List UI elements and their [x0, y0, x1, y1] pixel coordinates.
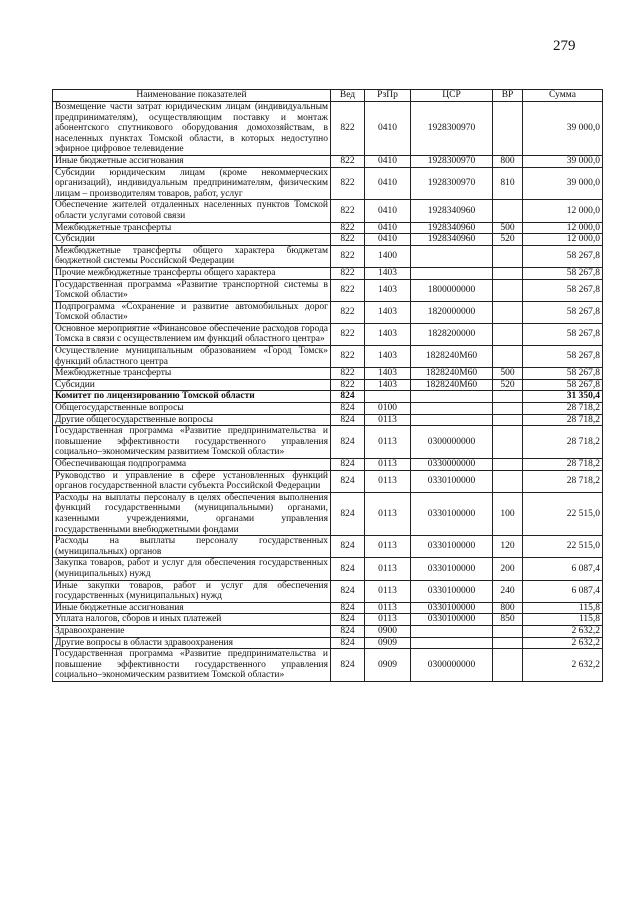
table-row: [53, 580, 603, 602]
table-row: [53, 492, 603, 535]
cell-ved: 824: [331, 536, 365, 558]
header-ved: Вед: [331, 90, 365, 102]
cell-name: Комитет по лицензированию Томской области: [53, 391, 331, 403]
cell-csr: 1928340960: [411, 200, 493, 222]
cell-sum: 2 632,2: [523, 649, 603, 682]
header-vr: ВР: [493, 90, 523, 102]
cell-name: Другие общегосударственные вопросы: [53, 414, 331, 426]
cell-sum: 22 515,0: [523, 492, 603, 535]
page-number: 279: [553, 38, 576, 54]
cell-rzpr: 0113: [365, 414, 411, 426]
cell-rzpr: 0113: [365, 580, 411, 602]
cell-ved: 822: [331, 279, 365, 301]
table-row: [53, 301, 603, 323]
cell-name: Уплата налогов, сборов и иных платежей: [53, 614, 331, 626]
cell-name: Государственная программа «Развитие предпринимательства и повышение эффективности государственного управления социально–экономическим развитием Томской области»: [53, 426, 331, 459]
cell-ved: 822: [331, 323, 365, 345]
cell-vr: [493, 637, 523, 649]
cell-csr: 1928340960: [411, 234, 493, 246]
cell-csr: 1928340960: [411, 222, 493, 234]
cell-rzpr: 0100: [365, 403, 411, 415]
cell-rzpr: 1403: [365, 279, 411, 301]
cell-rzpr: 0113: [365, 602, 411, 614]
cell-name: Закупка товаров, работ и услуг для обеспечения государственных (муниципальных) нужд: [53, 558, 331, 580]
cell-csr: 0330100000: [411, 602, 493, 614]
table-row: [53, 368, 603, 380]
header-sum: Сумма: [523, 90, 603, 102]
table-row: [53, 245, 603, 267]
cell-csr: 0330100000: [411, 470, 493, 492]
table-row: [53, 323, 603, 345]
cell-vr: 810: [493, 167, 523, 200]
cell-ved: 822: [331, 200, 365, 222]
cell-sum: 58 267,8: [523, 279, 603, 301]
table-row: [53, 379, 603, 391]
header-rzpr: РзПр: [365, 90, 411, 102]
cell-sum: 28 718,2: [523, 403, 603, 415]
table-row: [53, 155, 603, 167]
cell-name: Межбюджетные трансферты: [53, 368, 331, 380]
cell-vr: [493, 323, 523, 345]
table-row: [53, 459, 603, 471]
cell-rzpr: 0909: [365, 637, 411, 649]
cell-ved: 824: [331, 414, 365, 426]
cell-ved: 824: [331, 470, 365, 492]
cell-sum: 12 000,0: [523, 234, 603, 246]
cell-rzpr: 0113: [365, 492, 411, 535]
cell-name: Межбюджетные трансферты: [53, 222, 331, 234]
cell-sum: 39 000,0: [523, 102, 603, 156]
cell-name: Обеспечивающая подпрограмма: [53, 459, 331, 471]
cell-vr: [493, 102, 523, 156]
cell-ved: 824: [331, 602, 365, 614]
cell-csr: 1928300970: [411, 167, 493, 200]
cell-rzpr: 0900: [365, 625, 411, 637]
cell-ved: 824: [331, 558, 365, 580]
cell-sum: 58 267,8: [523, 323, 603, 345]
cell-sum: 28 718,2: [523, 414, 603, 426]
table-header-row: [53, 90, 603, 102]
cell-csr: [411, 403, 493, 415]
cell-name: Обеспечение жителей отдаленных населенных пунктов Томской области услугами сотовой связи: [53, 200, 331, 222]
cell-name: Общегосударственные вопросы: [53, 403, 331, 415]
table-row: [53, 200, 603, 222]
cell-sum: 58 267,8: [523, 368, 603, 380]
cell-name: Расходы на выплаты персоналу в целях обеспечения выполнения функций государственными (муниципальными) органами, казенными учреждениями, органами управления государственными внебюджетными фондами: [53, 492, 331, 535]
cell-sum: 28 718,2: [523, 459, 603, 471]
cell-name: Другие вопросы в области здравоохранения: [53, 637, 331, 649]
budget-table: [52, 89, 603, 682]
header-name: Наименование показателей: [53, 90, 331, 102]
cell-sum: 58 267,8: [523, 346, 603, 368]
cell-csr: 1928300970: [411, 155, 493, 167]
table-row: [53, 414, 603, 426]
cell-vr: [493, 649, 523, 682]
cell-vr: 120: [493, 536, 523, 558]
cell-name: Здравоохранение: [53, 625, 331, 637]
cell-csr: 1928300970: [411, 102, 493, 156]
cell-name: Иные бюджетные ассигнования: [53, 155, 331, 167]
header-csr: ЦСР: [411, 90, 493, 102]
cell-name: Государственная программа «Развитие предпринимательства и повышение эффективности государственного управления социально–экономическим развитием Томской области»: [53, 649, 331, 682]
cell-vr: 240: [493, 580, 523, 602]
table-row: [53, 536, 603, 558]
cell-name: Государственная программа «Развитие транспортной системы в Томской области»: [53, 279, 331, 301]
cell-rzpr: 0113: [365, 470, 411, 492]
cell-csr: 0330100000: [411, 558, 493, 580]
table-row: [53, 649, 603, 682]
table-row: [53, 602, 603, 614]
cell-vr: 850: [493, 614, 523, 626]
cell-csr: [411, 625, 493, 637]
cell-name: Прочие межбюджетные трансферты общего характера: [53, 267, 331, 279]
cell-csr: 1828240М60: [411, 346, 493, 368]
cell-sum: 58 267,8: [523, 379, 603, 391]
cell-rzpr: 0410: [365, 234, 411, 246]
cell-sum: 58 267,8: [523, 267, 603, 279]
cell-ved: 822: [331, 368, 365, 380]
table-row: [53, 391, 603, 403]
cell-ved: 822: [331, 234, 365, 246]
cell-vr: [493, 459, 523, 471]
table-body: [53, 102, 603, 682]
table-row: [53, 234, 603, 246]
cell-vr: 800: [493, 155, 523, 167]
table-row: [53, 403, 603, 415]
table-row: [53, 102, 603, 156]
cell-vr: [493, 245, 523, 267]
cell-ved: 824: [331, 637, 365, 649]
cell-sum: 39 000,0: [523, 167, 603, 200]
cell-rzpr: 1403: [365, 346, 411, 368]
cell-name: Расходы на выплаты персоналу государственных (муниципальных) органов: [53, 536, 331, 558]
cell-vr: [493, 346, 523, 368]
cell-csr: 1828240М60: [411, 379, 493, 391]
cell-ved: 824: [331, 391, 365, 403]
cell-vr: 500: [493, 222, 523, 234]
cell-rzpr: 0909: [365, 649, 411, 682]
cell-csr: 0300000000: [411, 649, 493, 682]
cell-csr: 1828240М60: [411, 368, 493, 380]
cell-csr: 0330100000: [411, 580, 493, 602]
cell-ved: 822: [331, 102, 365, 156]
table-row: [53, 426, 603, 459]
cell-rzpr: 0113: [365, 536, 411, 558]
table-row: [53, 279, 603, 301]
cell-csr: 0300000000: [411, 426, 493, 459]
cell-sum: 39 000,0: [523, 155, 603, 167]
cell-vr: [493, 301, 523, 323]
cell-sum: 58 267,8: [523, 245, 603, 267]
cell-vr: 520: [493, 379, 523, 391]
cell-ved: 822: [331, 301, 365, 323]
cell-name: Возмещение части затрат юридическим лицам (индивидуальным предпринимателям), осуществляющим поставку и монтаж абонентского спутникового оборудования домохозяйствам, в населенных пунктах Томской области, в которых недоступно эфирное цифровое телевидение: [53, 102, 331, 156]
cell-sum: 6 087,4: [523, 558, 603, 580]
cell-ved: 822: [331, 379, 365, 391]
cell-sum: 2 632,2: [523, 625, 603, 637]
cell-name: Межбюджетные трансферты общего характера бюджетам бюджетной системы Российской Федерации: [53, 245, 331, 267]
cell-rzpr: 0113: [365, 558, 411, 580]
cell-ved: 822: [331, 267, 365, 279]
cell-csr: 0330000000: [411, 459, 493, 471]
cell-rzpr: 0410: [365, 200, 411, 222]
cell-ved: 824: [331, 459, 365, 471]
cell-vr: [493, 279, 523, 301]
cell-csr: 0330100000: [411, 492, 493, 535]
cell-sum: 115,8: [523, 602, 603, 614]
cell-rzpr: 1403: [365, 301, 411, 323]
cell-ved: 822: [331, 346, 365, 368]
cell-rzpr: [365, 391, 411, 403]
cell-vr: 200: [493, 558, 523, 580]
table-row: [53, 167, 603, 200]
cell-sum: 28 718,2: [523, 470, 603, 492]
cell-name: Субсидии: [53, 234, 331, 246]
cell-ved: 824: [331, 625, 365, 637]
table-row: [53, 637, 603, 649]
cell-rzpr: 0113: [365, 459, 411, 471]
table-row: [53, 614, 603, 626]
cell-vr: [493, 403, 523, 415]
cell-rzpr: 0113: [365, 614, 411, 626]
cell-name: Основное мероприятие «Финансовое обеспечение расходов города Томска в связи с осуществлением им функций областного центра»: [53, 323, 331, 345]
table-row: [53, 222, 603, 234]
cell-rzpr: 1403: [365, 267, 411, 279]
cell-ved: 824: [331, 649, 365, 682]
cell-vr: 500: [493, 368, 523, 380]
cell-rzpr: 1400: [365, 245, 411, 267]
cell-sum: 115,8: [523, 614, 603, 626]
table-row: [53, 346, 603, 368]
cell-csr: 1820000000: [411, 301, 493, 323]
cell-vr: [493, 267, 523, 279]
cell-vr: [493, 470, 523, 492]
cell-ved: 824: [331, 614, 365, 626]
cell-csr: 0330100000: [411, 536, 493, 558]
cell-csr: 1800000000: [411, 279, 493, 301]
cell-vr: [493, 200, 523, 222]
cell-ved: 824: [331, 426, 365, 459]
table-row: [53, 625, 603, 637]
cell-vr: 520: [493, 234, 523, 246]
cell-sum: 58 267,8: [523, 301, 603, 323]
cell-rzpr: 1403: [365, 323, 411, 345]
cell-sum: 2 632,2: [523, 637, 603, 649]
cell-csr: 1828200000: [411, 323, 493, 345]
cell-sum: 22 515,0: [523, 536, 603, 558]
cell-csr: 0330100000: [411, 614, 493, 626]
cell-vr: [493, 426, 523, 459]
cell-rzpr: 0410: [365, 155, 411, 167]
cell-sum: 12 000,0: [523, 200, 603, 222]
table-row: [53, 470, 603, 492]
cell-ved: 822: [331, 222, 365, 234]
cell-name: Подпрограмма «Сохранение и развитие автомобильных дорог Томской области»: [53, 301, 331, 323]
cell-name: Руководство и управление в сфере установленных функций органов государственной власти субъекта Российской Федерации: [53, 470, 331, 492]
cell-vr: [493, 625, 523, 637]
cell-sum: 6 087,4: [523, 580, 603, 602]
cell-ved: 824: [331, 492, 365, 535]
cell-sum: 31 350,4: [523, 391, 603, 403]
cell-csr: [411, 245, 493, 267]
cell-rzpr: 0410: [365, 222, 411, 234]
cell-rzpr: 1403: [365, 368, 411, 380]
cell-csr: [411, 637, 493, 649]
cell-sum: 28 718,2: [523, 426, 603, 459]
cell-csr: [411, 391, 493, 403]
cell-rzpr: 1403: [365, 379, 411, 391]
cell-name: Осуществление муниципальным образованием «Город Томск» функций областного центра: [53, 346, 331, 368]
cell-ved: 824: [331, 403, 365, 415]
cell-csr: [411, 414, 493, 426]
table-row: [53, 558, 603, 580]
cell-vr: [493, 414, 523, 426]
cell-ved: 822: [331, 155, 365, 167]
cell-name: Субсидии юридическим лицам (кроме некоммерческих организаций), индивидуальным предпринимателям, физическим лицам – производителям товаров, работ, услуг: [53, 167, 331, 200]
cell-name: Субсидии: [53, 379, 331, 391]
cell-sum: 12 000,0: [523, 222, 603, 234]
cell-name: Иные бюджетные ассигнования: [53, 602, 331, 614]
cell-rzpr: 0410: [365, 167, 411, 200]
cell-name: Иные закупки товаров, работ и услуг для обеспечения государственных (муниципальных) нужд: [53, 580, 331, 602]
cell-ved: 822: [331, 245, 365, 267]
cell-vr: [493, 391, 523, 403]
cell-rzpr: 0113: [365, 426, 411, 459]
cell-vr: 100: [493, 492, 523, 535]
cell-rzpr: 0410: [365, 102, 411, 156]
table-row: [53, 267, 603, 279]
cell-vr: 800: [493, 602, 523, 614]
cell-ved: 824: [331, 580, 365, 602]
cell-ved: 822: [331, 167, 365, 200]
cell-csr: [411, 267, 493, 279]
